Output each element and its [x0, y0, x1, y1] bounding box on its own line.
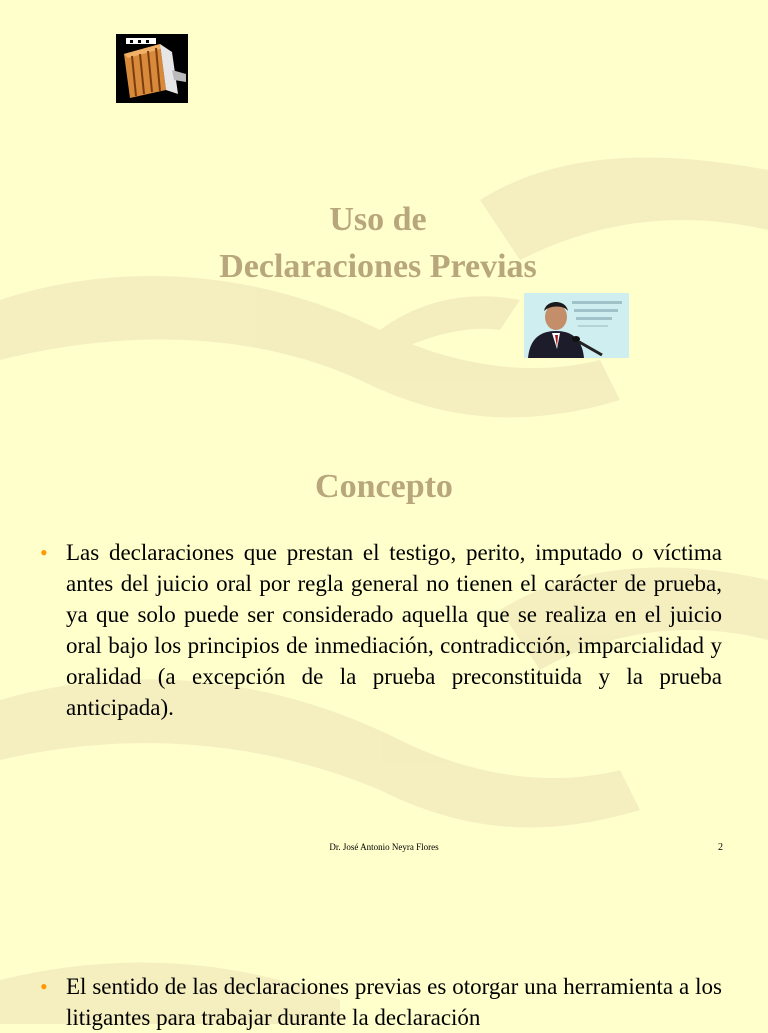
section-heading: Concepto — [315, 468, 453, 505]
footer-author: Dr. José Antonio Neyra Flores — [329, 842, 439, 852]
book-stack-icon — [116, 34, 188, 103]
slide-title-line2: Declaraciones Previas — [219, 248, 537, 285]
page-number: 2 — [718, 842, 723, 853]
bullet-text: El sentido de las declaraciones previas es otorgar una herramienta a los litigantes para trabajar durante la declaración — [66, 974, 722, 1030]
slide-title — [0, 196, 756, 290]
slide-title-line1: Uso de — [329, 201, 427, 238]
bullet-dot-icon: • — [40, 974, 48, 999]
bullet-dot-icon: • — [40, 540, 48, 565]
bullet-text: Las declaraciones que prestan el testigo, perito, imputado o víctima antes del juicio oral por regla general no tienen el carácter de prueba, ya que solo puede ser considerado aquella que se realiza en el juicio oral bajo los principios de inmediación, contradicción, imparcialidad y oralidad (a excepción de la prueba preconstituida y la prueba anticipada). — [66, 540, 722, 720]
list-item — [40, 537, 722, 723]
speaker-photo — [524, 293, 629, 358]
